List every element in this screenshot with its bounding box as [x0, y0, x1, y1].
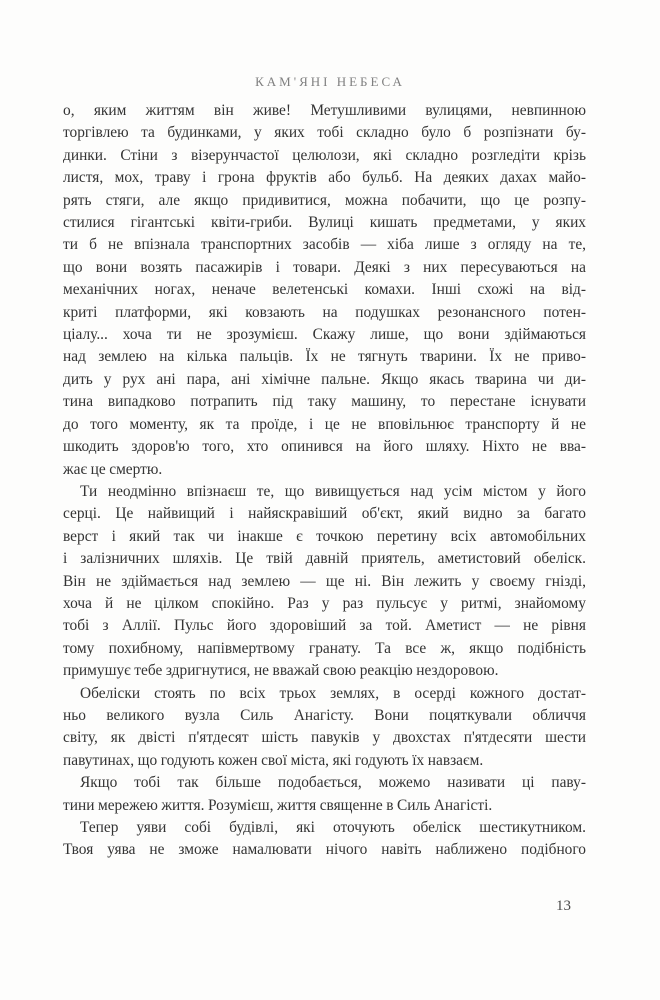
- text-line: що вони возять пасажирів і товари. Деякі з них пересуваються на: [63, 258, 586, 276]
- text-line: Тепер уяви собі будівлі, які оточують обеліск шестикутником.: [80, 819, 586, 836]
- text-line: Твоя уява не зможе намалювати нічого навіть наближено подібного: [63, 841, 586, 859]
- page-number: 13: [556, 898, 571, 914]
- text-line: о, яким життям він живе! Метушливими вулицями, невпинною: [63, 102, 586, 119]
- text-line: Якщо тобі так більше подобається, можемо називати ці паву-: [80, 774, 586, 792]
- text-line: листя, мох, траву і грона фруктів або бульб. На деяких дахах майо-: [63, 169, 586, 187]
- text-line: павутинах, що годують кожен свої міста, які годують їх навзаєм.: [63, 751, 484, 769]
- text-line: шкодить здоров'ю того, хто опинився на його шляху. Ніхто не вва-: [63, 438, 586, 456]
- text-line: верст і який так чи інакше є точкою перетину всіх автомобільних: [63, 527, 586, 545]
- text-line: динки. Стіни з візерунчастої целюлози, які складно розгледіти крізь: [63, 146, 586, 164]
- text-line: Він не здіймається над землею — ще ні. Він лежить у своєму гнізді,: [63, 572, 586, 590]
- text-line: над землею на кілька пальців. Їх не тягнуть тварини. Їх не приво-: [63, 348, 586, 366]
- text-line: криті платформи, які ковзають на подушках резонансного потен-: [63, 303, 586, 321]
- text-line: хоча й не цілком спокійно. Раз у раз пульсує у ритмі, знайомому: [63, 594, 586, 612]
- text-line: тому похибному, напівмертвому гранату. Та все ж, якщо подібність: [63, 639, 586, 657]
- text-line: до того моменту, як та проїде, і це не вповільнює транспорту й не: [63, 415, 586, 433]
- text-line: тина випадково потрапить під таку машину, то перестане існувати: [63, 393, 586, 411]
- running-header: КАМ'ЯНІ НЕБЕСА: [255, 74, 405, 89]
- text-line: стилися гігантські квіти-гриби. Вулиці кишать предметами, у яких: [63, 214, 586, 232]
- body-text: [63, 100, 586, 862]
- text-line: ціалу... хоча ти не зрозумієш. Скажу лише, що вони здіймаються: [63, 326, 586, 344]
- text-line: дить у рух ані пара, ані хімічне пальне. Якщо якась тварина чи ди-: [63, 370, 586, 388]
- text-line: механічних ногах, неначе велетенські комахи. Інші схожі на від-: [63, 281, 586, 299]
- text-line: тобі з Аллії. Пульс його здоровіший за той. Аметист — не рівня: [63, 617, 586, 635]
- text-line: жає це смертю.: [63, 460, 163, 478]
- text-line: примушує тебе здригнутися, не вважай свою реакцію нездоровою.: [63, 662, 499, 680]
- text-line: тини мережею життя. Розумієш, життя священне в Силь Анагісті.: [63, 796, 493, 814]
- text-line: ньо великого вузла Силь Анагісту. Вони поцяткували обличчя: [63, 706, 586, 724]
- text-line: торгівлею та будинками, у яких тобі складно було б розпізнати бу-: [63, 124, 586, 142]
- text-line: серці. Це найвищий і найяскравіший об'єкт, який видно за багато: [63, 505, 586, 523]
- text-line: рять стяги, але якщо придивитися, можна побачити, що це розпу-: [63, 191, 586, 209]
- text-line: Ти неодмінно впізнаєш те, що вивищується над усім містом у його: [80, 482, 586, 500]
- text-line: світу, як двісті п'ятдесят шість павуків у двохстах п'ятдесяти шести: [63, 729, 586, 747]
- text-line: і залізничних шляхів. Це твій давній приятель, аметистовий обеліск.: [63, 550, 586, 568]
- text-line: ти б не впізнала транспортних засобів — хіба лише з огляду на те,: [63, 236, 586, 254]
- text-line: Обеліски стоять по всіх трьох землях, в осерді кожного достат-: [80, 684, 586, 702]
